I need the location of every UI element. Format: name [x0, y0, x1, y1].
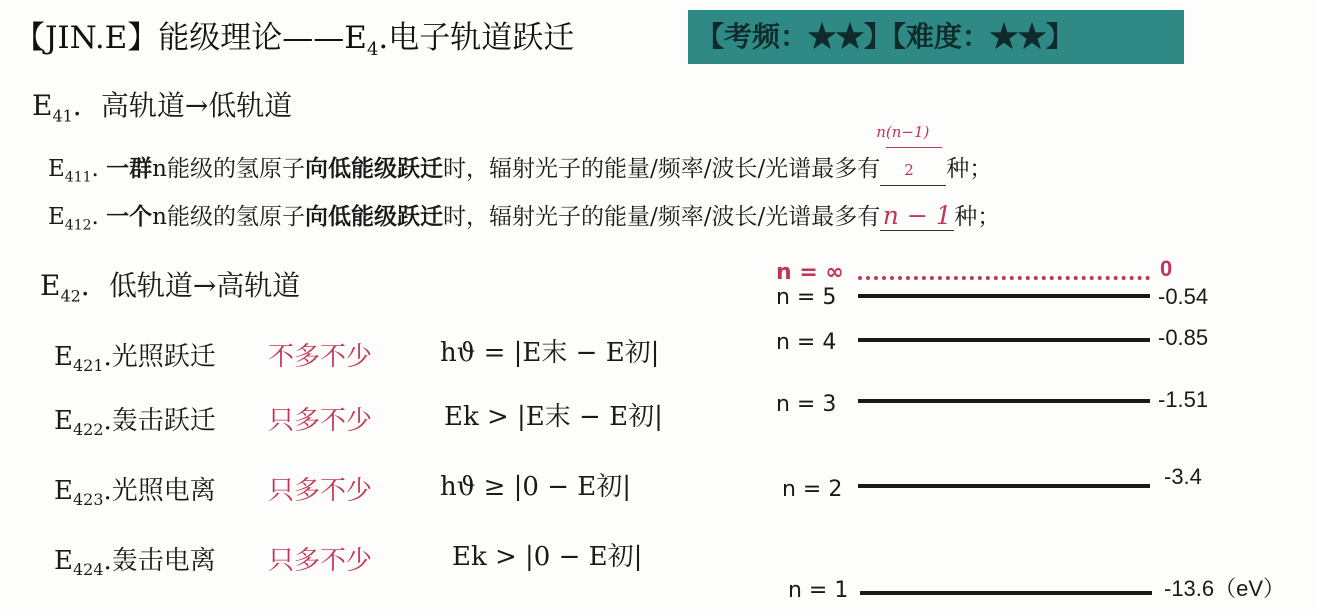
- e411-dot: .: [91, 156, 99, 182]
- row-tag: 不多不少: [268, 342, 373, 372]
- e412-code-sub: 412: [64, 217, 92, 234]
- level-value-3: -1.51: [1158, 387, 1209, 412]
- e411-frac-denominator: 2: [904, 160, 914, 179]
- e42-code: E: [40, 269, 61, 302]
- page-title: [14, 12, 574, 60]
- e412-answer: n − 1: [880, 201, 954, 231]
- title-pre: 【JIN.E】能级理论——E: [14, 20, 367, 56]
- e411-t5: 种；: [946, 156, 993, 182]
- e411-code-sub: 411: [64, 169, 92, 186]
- level-line-5: [858, 294, 1150, 298]
- section-e41-heading: [32, 84, 292, 126]
- e411-t2: n能级的氢原子: [152, 156, 305, 182]
- level-line-4: [858, 338, 1150, 342]
- level-label-5: n = 5: [776, 285, 837, 310]
- row-code: E: [54, 476, 73, 506]
- e412-dot: .: [91, 204, 99, 230]
- e412-t3: 向低能级跃迁: [304, 203, 443, 230]
- row-code: E: [54, 546, 73, 576]
- e411-t1: 一群: [106, 155, 153, 182]
- e411-t4: 时，辐射光子的能量/频率/波长/光谱最多有: [442, 156, 881, 182]
- level-label-1: n = 1: [788, 578, 849, 603]
- level-label-2: n = 2: [782, 477, 843, 502]
- level-line-inf: [858, 276, 1150, 280]
- level-value-5: -0.54: [1158, 284, 1209, 309]
- level-label-3: n = 3: [776, 392, 837, 417]
- e411-t3: 向低能级跃迁: [304, 155, 443, 182]
- level-value-4: -0.85: [1158, 325, 1209, 350]
- level-label-inf: n = ∞: [776, 260, 844, 285]
- e412-t2: n能级的氢原子: [152, 204, 305, 230]
- row-e423: [54, 470, 216, 509]
- e412-t4: 时，辐射光子的能量/频率/波长/光谱最多有: [442, 204, 881, 230]
- e42-title: ．低轨道→高轨道: [80, 269, 301, 302]
- e412-t5: 种；: [954, 204, 1001, 230]
- e411-line: [48, 122, 993, 186]
- e411-frac-numerator: n(n−1): [876, 122, 930, 141]
- frequency-difficulty-badge: 【考频：★★】【难度：★★】: [688, 10, 1184, 64]
- e41-title: ．高轨道→低轨道: [72, 89, 293, 122]
- level-line-3: [858, 399, 1150, 403]
- row-name: .光照跃迁: [103, 342, 216, 372]
- row-e421: [54, 336, 216, 375]
- row-tag: 只多不少: [268, 406, 373, 436]
- row-e422: [54, 400, 216, 439]
- level-line-2: [858, 484, 1150, 488]
- row-tag: 只多不少: [268, 476, 373, 506]
- row-code: E: [54, 342, 73, 372]
- row-name: .轰击跃迁: [103, 406, 216, 436]
- row-formula: hϑ = |E末 − E初|: [440, 338, 660, 368]
- title-post: .电子轨道跃迁: [378, 20, 575, 56]
- level-value-2: -3.4: [1164, 464, 1202, 489]
- e41-code: E: [32, 89, 53, 122]
- e412-t1: 一个: [106, 203, 153, 230]
- e41-code-sub: 41: [52, 106, 73, 126]
- row-formula: Ek > |0 − E初|: [452, 542, 643, 572]
- level-line-1: [860, 591, 1152, 595]
- e412-code: E: [48, 204, 65, 230]
- section-e42-heading: [40, 264, 300, 306]
- row-tag: 只多不少: [268, 546, 373, 576]
- row-name: .轰击电离: [103, 546, 216, 576]
- row-name: .光照电离: [103, 476, 216, 506]
- row-code-sub: 421: [72, 356, 104, 376]
- e411-frac-bar: [886, 147, 942, 148]
- e411-fraction: [876, 122, 946, 186]
- row-code-sub: 424: [72, 560, 104, 580]
- row-code: E: [54, 406, 73, 436]
- row-formula: Ek > |E末 − E初|: [444, 402, 663, 432]
- level-value-1: -13.6（eV）: [1164, 576, 1286, 601]
- e411-code: E: [48, 156, 65, 182]
- row-e424: [54, 540, 216, 579]
- level-label-4: n = 4: [776, 330, 837, 355]
- e412-line: [48, 198, 1000, 234]
- row-formula: hϑ ≥ |0 − E初|: [440, 472, 632, 502]
- row-code-sub: 423: [72, 490, 104, 510]
- title-sub: 4: [366, 39, 379, 61]
- e42-code-sub: 42: [60, 286, 81, 306]
- level-value-inf: 0: [1160, 256, 1173, 281]
- row-code-sub: 422: [72, 420, 104, 440]
